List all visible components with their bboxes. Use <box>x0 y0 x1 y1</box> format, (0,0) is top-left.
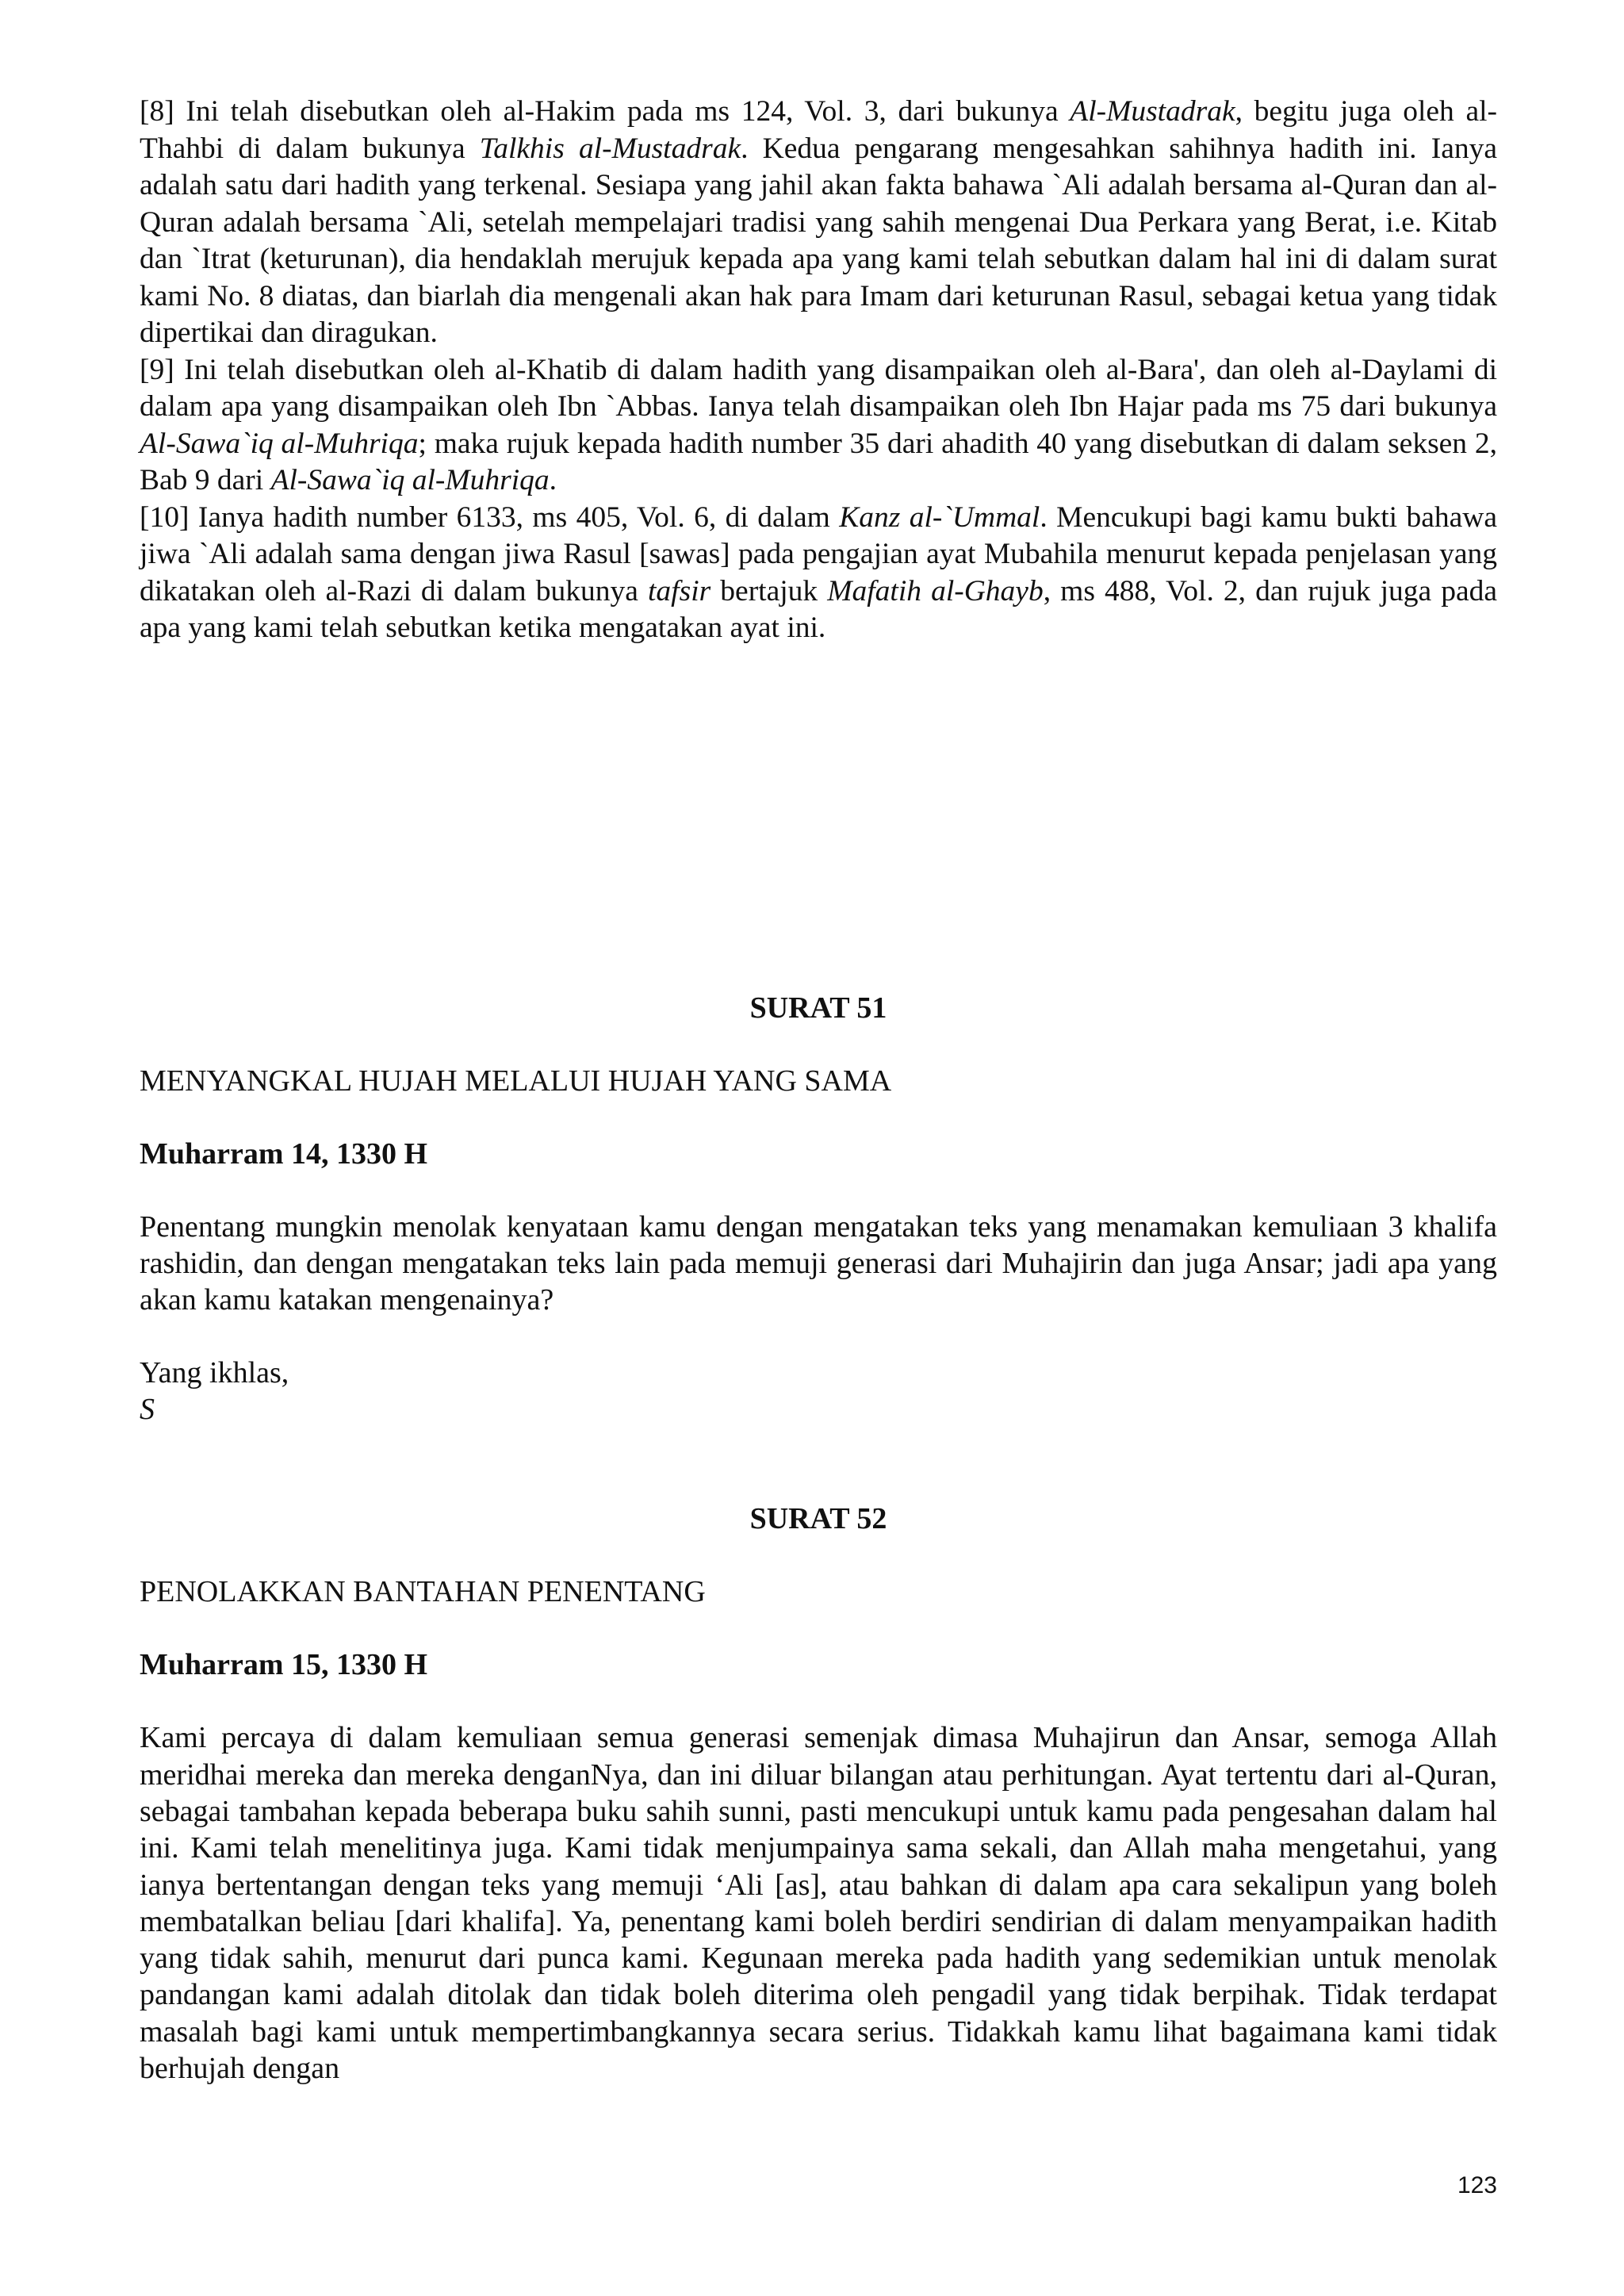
letter-signature: S <box>140 1393 155 1427</box>
book-title: Kanz al-`Ummal <box>839 500 1040 534</box>
book-title: Al-Sawa`iq al-Muhriqa <box>140 427 419 460</box>
footnote-8: [8] Ini telah disebutkan oleh al-Hakim pada ms 124, Vol. 3, dari bukunya Al-Mustadrak, begitu juga oleh al-Thahbi di dalam bukunya Talkhis al-Mustadrak. Kedua pengarang mengesahkan sahihnya hadith ini. Ianya adalah satu dari hadith yang terkenal. Sesiapa yang jahil akan fakta bahawa `Ali adalah bersama al-Quran dan al-Quran adalah bersama `Ali, setelah mempelajari tradisi yang sahih mengenai Dua Perkara yang Berat, i.e. Kitab dan `Itrat (keturunan), dia hendaklah merujuk kepada apa yang kami telah sebutkan dalam hal ini di dalam surat kami No. 8 diatas, dan biarlah dia mengenali akan hak para Imam dari keturunan Rasul, sebagai ketua yang tidak dipertikai dan diragukan. <box>140 95 1497 349</box>
book-title: Mafatih al-Ghayb <box>827 574 1044 608</box>
surat-51-section <box>140 990 1497 1428</box>
footnote-10: [10] Ianya hadith number 6133, ms 405, Vol. 6, di dalam Kanz al-`Ummal. Mencukupi bagi kamu bukti bahawa jiwa `Ali adalah sama dengan jiwa Rasul [sawas] pada pengajian ayat Mubahila menurut kepada penjelasan yang dikatakan oleh al-Razi di dalam bukunya tafsir bertajuk Mafatih al-Ghayb, ms 488, Vol. 2, dan rujuk juga pada apa yang kami telah sebutkan ketika mengatakan ayat ini. <box>140 500 1497 644</box>
letter-date: Muharram 14, 1330 H <box>140 1137 428 1171</box>
section-heading: SURAT 51 <box>749 991 887 1025</box>
page-number: 123 <box>1457 2172 1497 2198</box>
book-title: Al-Sawa`iq al-Muhriqa <box>270 464 550 496</box>
document-page <box>140 94 1497 2087</box>
section-heading: SURAT 52 <box>749 1502 887 1536</box>
book-title: Al-Mustadrak <box>1070 95 1235 128</box>
letter-body: Kami percaya di dalam kemuliaan semua generasi semenjak dimasa Muhajirun dan Ansar, semoga Allah meridhai mereka dan mereka denganNya, dan ini diluar bilangan atau perhitungan. Ayat tertentu dari al-Quran, sebagai tambahan kepada beberapa buku sahih sunni, pasti mencukupi untuk kamu pada pengesahan dalam hal ini. Kami telah menelitinya juga. Kami tidak menjumpainya sama sekali, dan Allah maha mengetahui, yang ianya bertentangan dengan teks yang memuji ‘Ali [as], atau bahkan di dalam apa cara sekalipun yang boleh membatalkan beliau [dari khalifa]. Ya, penentang kami boleh berdiri sendirian di dalam menyampaikan hadith yang tidak sahih, menurut dari punca kami. Kegunaan mereka pada hadith yang sedemikian untuk menolak pandangan kami adalah ditolak dan tidak boleh diterima oleh pengadil yang tidak berpihak. Tidak terdapat masalah bagi kami untuk mempertimbangkannya secara serius. Tidakkah kamu lihat bagaimana kami tidak berhujah dengan <box>140 1721 1497 2086</box>
letter-date: Muharram 15, 1330 H <box>140 1648 428 1682</box>
letter-closing: Yang ikhlas, <box>140 1356 289 1390</box>
footnote-9: [9] Ini telah disebutkan oleh al-Khatib di dalam hadith yang disampaikan oleh al-Bara', dan oleh al-Daylami di dalam apa yang disampaikan oleh Ibn `Abbas. Ianya telah disampaikan oleh Ibn Hajar pada ms 75 dari bukunya Al-Sawa`iq al-Muhriqa; maka rujuk kepada hadith number 35 dari ahadith 40 yang disebutkan di dalam seksen 2, Bab 9 dari Al-Sawa`iq al-Muhriqa. <box>140 353 1498 496</box>
section-subtitle: MENYANGKAL HUJAH MELALUI HUJAH YANG SAMA <box>140 1064 892 1098</box>
letter-body: Penentang mungkin menolak kenyataan kamu dengan mengatakan teks yang menamakan kemuliaan 3 khalifa rashidin, dan dengan mengatakan teks lain pada memuji generasi dari Muhajirin dan juga Ansar; jadi apa yang akan kamu katakan mengenainya? <box>140 1209 1497 1317</box>
surat-52-section <box>140 1501 1497 2087</box>
book-title: Talkhis al-Mustadrak <box>479 132 741 165</box>
book-title: tafsir <box>648 574 711 608</box>
section-subtitle: PENOLAKKAN BANTAHAN PENENTANG <box>140 1575 706 1609</box>
